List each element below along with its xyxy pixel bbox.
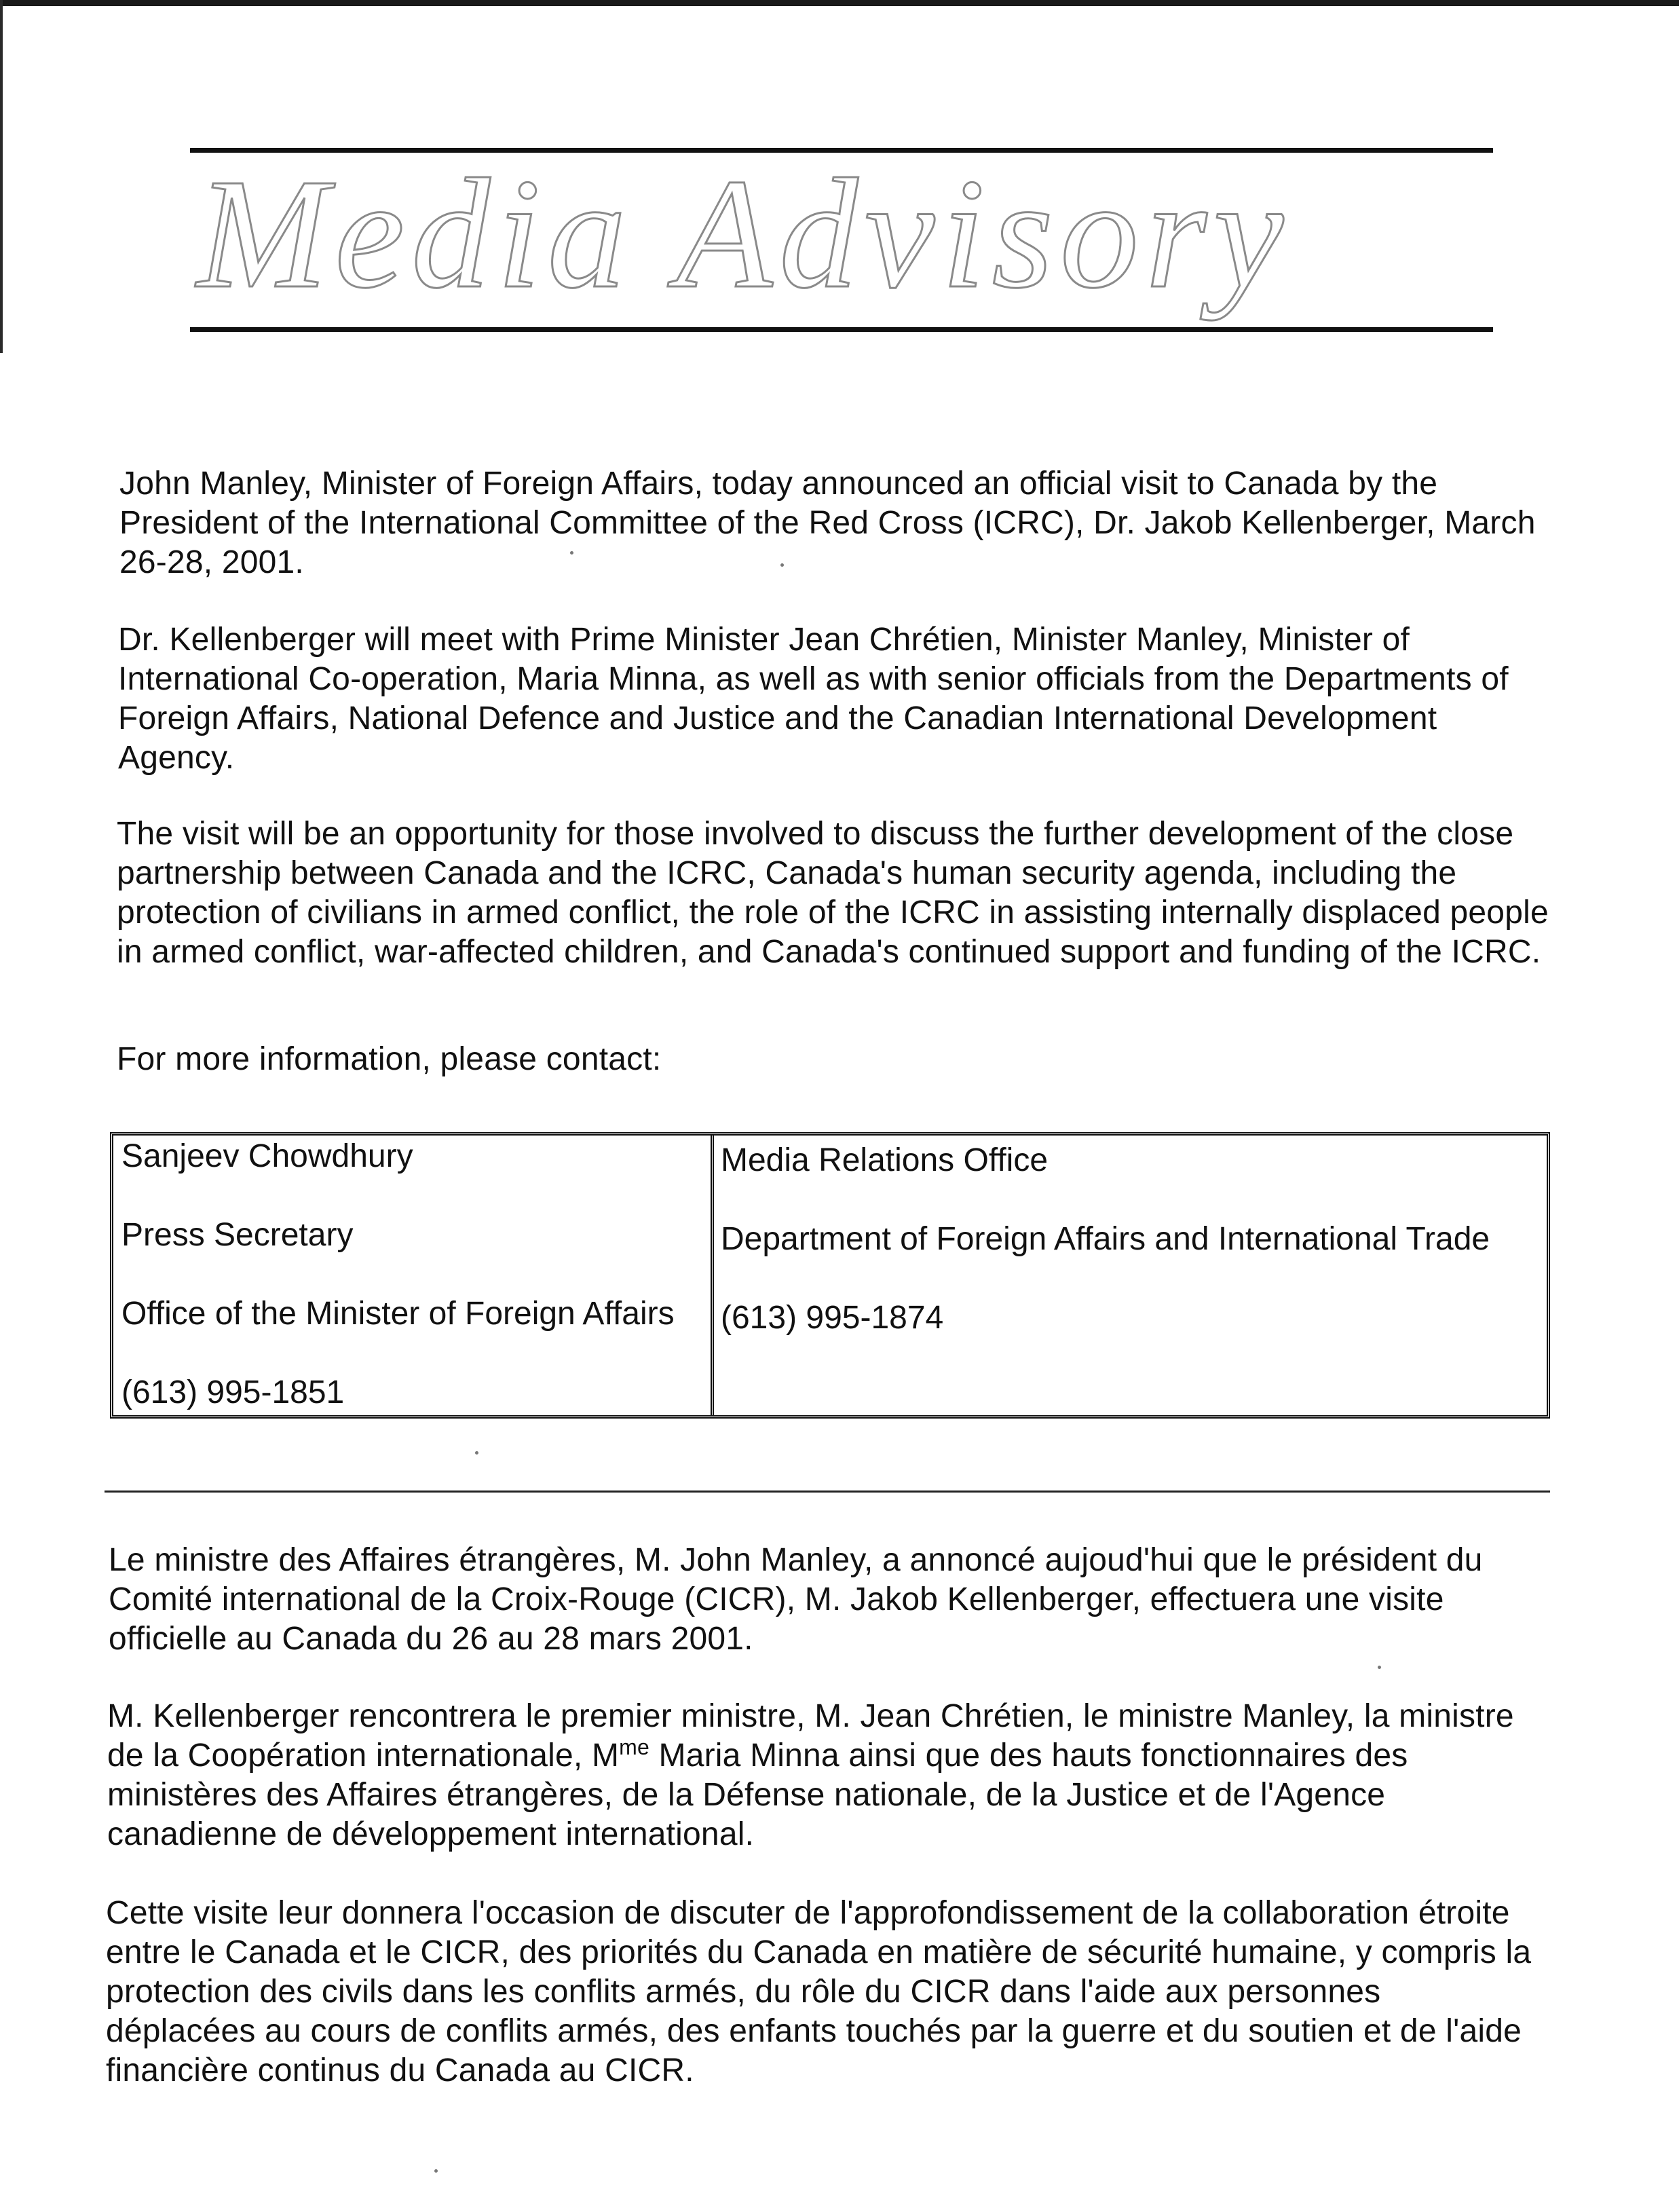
contact-phone: (613) 995-1851: [121, 1374, 345, 1410]
french-paragraph-1: Le ministre des Affaires étrangères, M. John Manley, a annoncé aujoud'hui que le président du Comité international de la Croix-Rouge (CICR), M. Jakob Kellenberger, effectuera une visite officielle au Canada du 26 au 28 mars 2001.: [109, 1542, 1483, 1657]
scan-speck: [1378, 1666, 1381, 1669]
contact-department: Department of Foreign Affairs and International Trade: [721, 1221, 1490, 1257]
language-divider: [105, 1491, 1550, 1493]
english-paragraph-2: Dr. Kellenberger will meet with Prime Minister Jean Chrétien, Minister Manley, Minister of International Co-operation, Maria Minna, as well as with senior officials from the Departments of Foreign Affairs, National Defence and Justice and the Canadian International Development Agency.: [118, 622, 1509, 776]
french-paragraph-2-end: Maria Minna ainsi que des hauts fonctionnaires des ministères des Affaires étrangères, de la Défense nationale, de la Justice et de l'Agence canadienne de développement international.: [107, 1738, 1408, 1852]
scan-edge-top: [0, 0, 1679, 6]
contact-cell-media-relations: [714, 1136, 1547, 1415]
contact-office: Office of the Minister of Foreign Affairs: [121, 1296, 675, 1332]
scan-speck: [475, 1451, 478, 1455]
contact-phone: (613) 995-1874: [721, 1300, 944, 1336]
scan-speck: [434, 2169, 438, 2173]
contact-title: Press Secretary: [121, 1217, 354, 1253]
french-paragraph-3: Cette visite leur donnera l'occasion de discuter de l'approfondissement de la collaboration étroite entre le Canada et le CICR, des priorités du Canada en matière de sécurité humaine, y compris la protection des civils dans les conflits armés, du rôle du CICR dans l'aide aux personnes déplacées au cours de conflits armés, des enfants touchés par la guerre et du soutien et de l'aide financière continus du Canada au CICR.: [106, 1895, 1532, 2088]
masthead-rule-bottom: [190, 327, 1493, 332]
scan-edge-left: [0, 0, 3, 353]
contact-name: Sanjeev Chowdhury: [121, 1138, 413, 1174]
english-paragraph-1: John Manley, Minister of Foreign Affairs, today announced an official visit to Canada by the President of the International Committee of the Red Cross (ICRC), Dr. Jakob Kellenberger, March 26-28, 2001.: [119, 466, 1536, 580]
contact-name: Media Relations Office: [721, 1142, 1049, 1178]
french-paragraph-2-start: M. Kellenberger rencontrera le premier ministre, M. Jean Chrétien, le ministre Manley, la ministre de la Coopération internationale, M: [107, 1698, 1514, 1774]
contacts-table: [110, 1132, 1550, 1419]
french-paragraph-2: [107, 1697, 1539, 1854]
honorific-superscript: me: [619, 1735, 649, 1759]
scan-speck: [780, 563, 784, 567]
english-paragraph-3: The visit will be an opportunity for those involved to discuss the further development of the close partnership between Canada and the ICRC, Canada's human security agenda, including the protection of civilians in armed conflict, the role of the ICRC in assisting internally displaced people in armed conflict, war-affected children, and Canada's continued support and funding of the ICRC.: [117, 816, 1549, 970]
contact-intro: For more information, please contact:: [117, 1041, 662, 1077]
scan-speck: [570, 551, 573, 555]
contact-cell-press-secretary: [113, 1136, 714, 1415]
masthead-title: Media Advisory: [197, 147, 1291, 321]
